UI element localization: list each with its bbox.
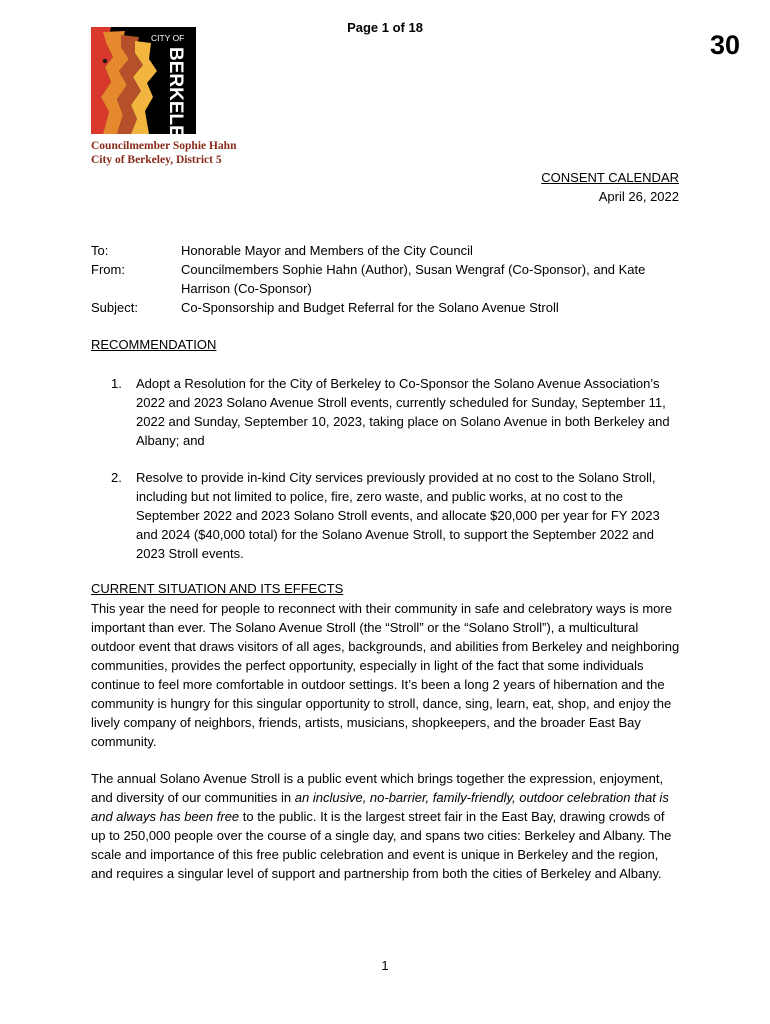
recommendation-heading: RECOMMENDATION (91, 337, 217, 352)
memo-subject-value: Co-Sponsorship and Budget Referral for the Solano Avenue Stroll (181, 300, 559, 315)
page-number: 1 (381, 958, 389, 973)
memo-from-value: Councilmembers Sophie Hahn (Author), Susan Wengraf (Co-Sponsor), and Kate Harrison (Co-Sponsor) (181, 262, 646, 296)
situation-paragraph-2-end: to the public. It is the largest street fair in the East Bay, drawing crowds of up to 250,000 people over the course of a single day, and spans two cities: Berkeley and Albany. The scale and importance of this free public celebration and event is unique in Berkeley and the region, and requires a singular level of support and partnership from both the cities of Berkeley and Albany. (91, 809, 672, 881)
memo-to-value: Honorable Mayor and Members of the City Council (181, 243, 473, 258)
memo-subject-label: Subject: (91, 300, 138, 315)
logo-berkeley-text: BERKELEY (165, 47, 186, 134)
city-logo (91, 27, 196, 134)
situation-paragraph-1: This year the need for people to reconnect with their community in safe and celebratory ways is more important than ever. The Solano Avenue Stroll (the “Stroll” or the “Solano Stroll”), a multicultural outdoor event that draws visitors of all ages, backgrounds, and abilities from Berkeley and neighboring communities, provides the perfect opportunity, especially in light of the fact that some individuals continue to feel more comfortable in outdoor settings. It’s been a long 2 years of hibernation and the community is hungry for this singular opportunity to stroll, dance, sing, learn, eat, shop, and enjoy the lively company of neighbors, friends, artists, musicians, shopkeepers, and the broader East Bay community. (91, 601, 680, 749)
author-block (91, 139, 236, 167)
recommendation-item-text: Adopt a Resolution for the City of Berkeley to Co-Sponsor the Solano Avenue Association’s 2022 and 2023 Solano Avenue Stroll events, currently scheduled for Sunday, September 11, 2022 and Sunday, September 10, 2023, taking place on Solano Avenue in both Berkeley and Albany; and (136, 376, 670, 448)
recommendation-item (111, 374, 681, 450)
author-district: City of Berkeley, District 5 (91, 154, 222, 166)
logo-city-of-text: CITY OF (151, 33, 185, 43)
city-logo-graphic (91, 27, 196, 134)
consent-block (541, 168, 679, 206)
agenda-item-number: 30 (709, 30, 740, 60)
page-header: Page 1 of 18 (347, 20, 423, 35)
recommendation-item (111, 468, 681, 563)
author-name: Councilmember Sophie Hahn (91, 140, 237, 152)
consent-date: April 26, 2022 (598, 189, 679, 204)
recommendation-item-number: 2. (111, 470, 122, 485)
situation-paragraph-2 (91, 769, 681, 883)
recommendation-item-number: 1. (111, 376, 122, 391)
current-situation-heading: CURRENT SITUATION AND ITS EFFECTS (91, 581, 344, 596)
recommendation-item-text: Resolve to provide in-kind City services previously provided at no cost to the Solano Stroll, including but not limited to police, fire, zero waste, and public works, at no cost to the September 2022 and 2023 Solano Stroll events, and allocate $20,000 per year for FY 2023 and 2024 ($40,000 total) for the Solano Avenue Stroll, to support the September 2022 and 2023 Stroll events. (136, 470, 660, 561)
memo-from-label: From: (91, 262, 125, 277)
consent-calendar-title: CONSENT CALENDAR (541, 170, 679, 185)
memo-to-label: To: (91, 243, 109, 258)
situation-paragraph-2-start: The annual Solano Avenue Stroll is a public event which brings together the expression, enjoyment, and diversity of our communities in (91, 771, 664, 805)
situation-paragraph-2-emphasis: an inclusive, no-barrier, family-friendly, outdoor celebration that is and always has been free (91, 790, 669, 824)
